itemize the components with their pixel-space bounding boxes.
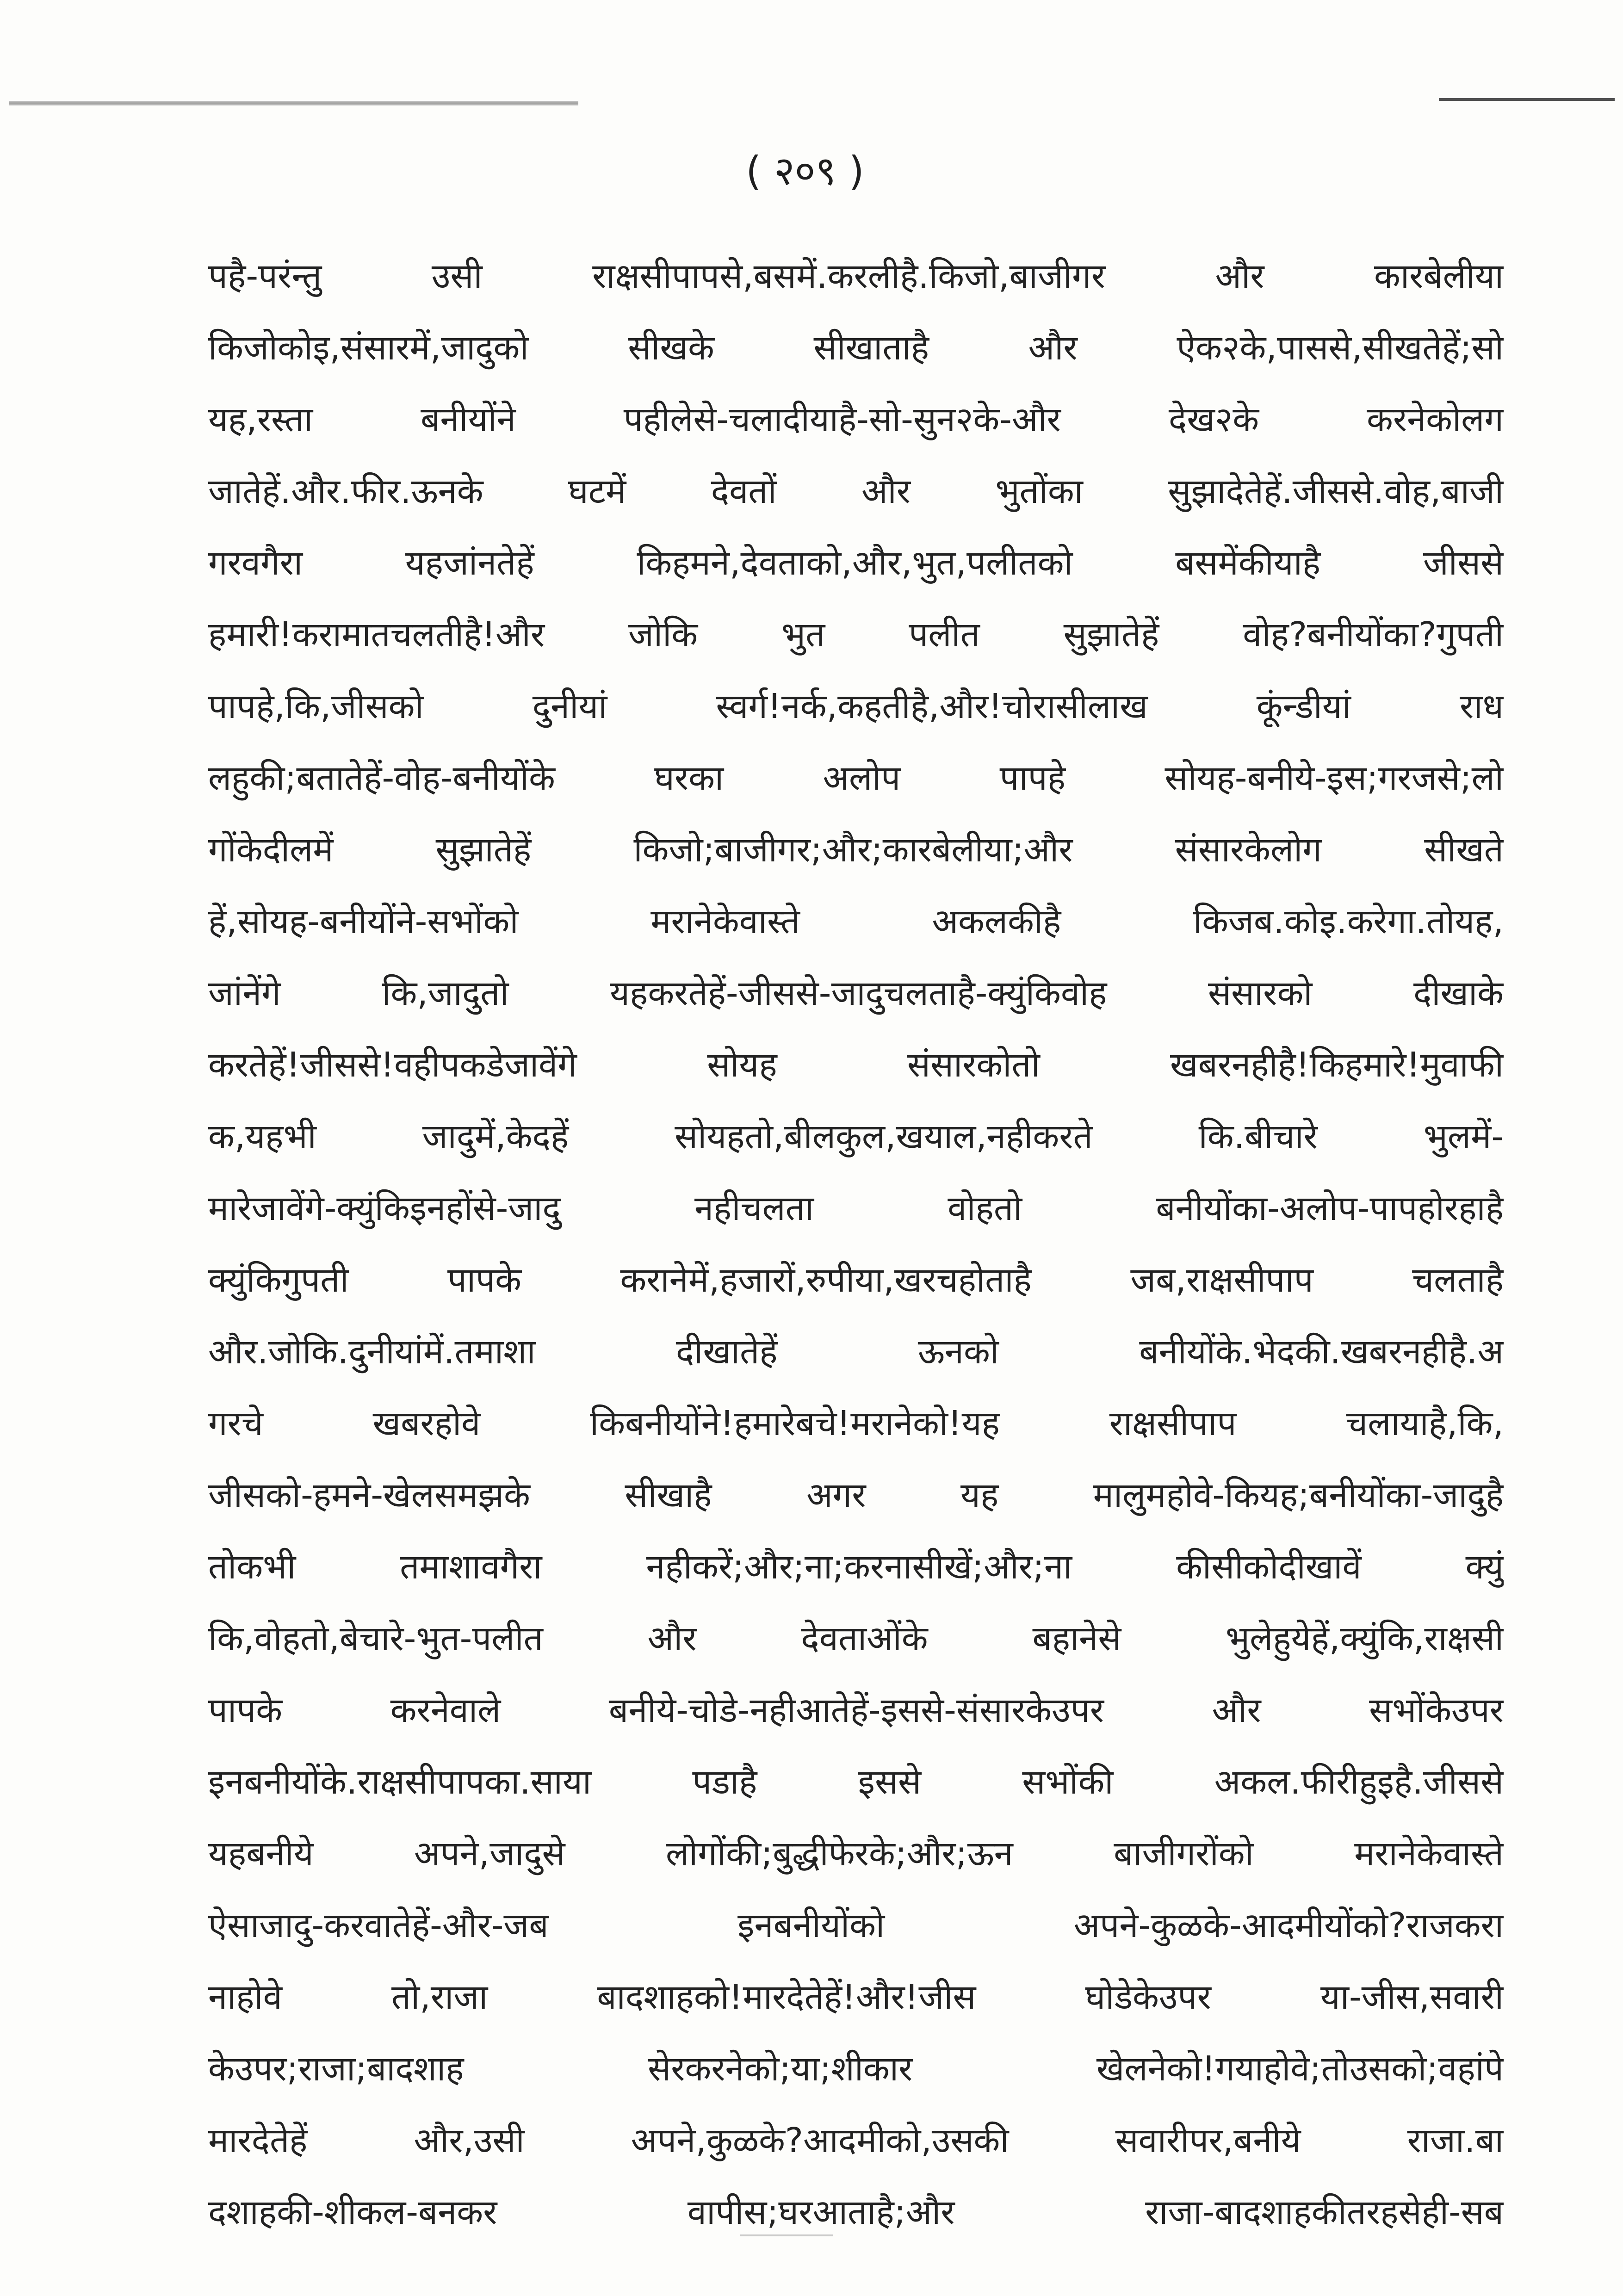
- text-line-18: जीसको-हमने-खेलसमझके सीखाहै अगर यह मालुमहोवे-कियह;बनीयोंका-जादुहै: [208, 1475, 1504, 1515]
- text-line-28: दशाहकी-शीकल-बनकर वापीस;घरआताहै;और राजा-बादशाहकीतरहसेही-सब: [208, 2192, 1504, 2232]
- text-line-5: गरवगैरा यहजांनतेहें किहमने,देवताको,और,भुत,पलीतको बसमेंकीयाहै जीससे: [208, 543, 1504, 583]
- body-text: [208, 241, 1504, 2248]
- text-line-12: करतेहें!जीससे!वहीपकडेजावेंगे सोयह संसारकोतो खबरनहीहै!किहमारे!मुवाफी: [208, 1045, 1504, 1085]
- text-line-10: हें,सोयह-बनीयोंने-सभोंको मरानेकेवास्ते अकलकीहै किजब.कोइ.करेगा.तोयह,: [208, 902, 1504, 941]
- text-line-1: पहै-परंन्तु उसी राक्षसीपापसे,बसमें.करलीहै.किजो,बाजीगर और कारबेलीया: [208, 256, 1504, 296]
- text-line-7: पापहे,कि,जीसको दुनीयां स्वर्ग!नर्क,कहतीहै,और!चोरासीलाख कूंन्डीयां राध: [208, 687, 1504, 726]
- text-line-16: और.जोकि.दुनीयांमें.तमाशा दीखातेहें ऊनको बनीयोंके.भेदकी.खबरनहीहै.अ: [208, 1332, 1504, 1372]
- page-number: ( २०९ ): [746, 148, 864, 194]
- text-line-3: यह,रस्ता बनीयोंने पहीलेसे-चलादीयाहै-सो-सुन२के-और देख२के करनेकोलग: [208, 400, 1504, 439]
- text-line-13: क,यहभी जादुमें,केदहें सोयहतो,बीलकुल,खयाल,नहीकरते कि.बीचारे भुलमें-: [208, 1117, 1504, 1157]
- text-line-22: इनबनीयोंके.राक्षसीपापका.साया पडाहै इससे सभोंकी अकल.फीरीहुइहै.जीससे: [208, 1762, 1504, 1802]
- text-line-19: तोकभी तमाशावगैरा नहीकरें;और;ना;करनासीखें;और;ना कीसीकोदीखावें क्युं: [208, 1547, 1504, 1587]
- text-line-27: मारदेतेहें और,उसी अपने,कुळके?आदमीको,उसकी सवारीपर,बनीये राजा.बा: [208, 2121, 1504, 2160]
- text-line-23: यहबनीये अपने,जादुसे लोगोंकी;बुद्धीफेरके;और;ऊन बाजीगरोंको मरानेकेवास्ते: [208, 1834, 1504, 1874]
- text-line-6: हमारी!करामातचलतीहै!और जोकि भुत पलीत सुझातेहें वोह?बनीयोंका?गुपती: [208, 615, 1504, 655]
- bottom-rule: [740, 2234, 833, 2236]
- top-rule-right: [1439, 98, 1615, 101]
- top-rule-left: [9, 101, 578, 105]
- text-line-21: पापके करनेवाले बनीये-चोडे-नहीआतेहें-इससे-संसारकेउपर और सभोंकेउपर: [208, 1690, 1504, 1730]
- text-line-15: क्युंकिगुपती पापके करानेमें,हजारों,रुपीया,खरचहोताहै जब,राक्षसीपाप चलताहै: [208, 1260, 1504, 1300]
- text-line-9: गोंकेदीलमें सुझातेहें किजो;बाजीगर;और;कारबेलीया;और संसारकेलोग सीखते: [208, 830, 1504, 870]
- text-line-24: ऐसाजादु-करवातेहें-और-जब इनबनीयोंको अपने-कुळके-आदमीयोंको?राजकरा: [208, 1906, 1504, 1945]
- text-line-8: लहुकी;बतातेहें-वोह-बनीयोंके घरका अलोप पापहे सोयह-बनीये-इस;गरजसे;लो: [208, 758, 1504, 798]
- text-line-26: केउपर;राजा;बादशाह सेरकरनेको;या;शीकार खेलनेको!गयाहोवे;तोउसको;वहांपे: [208, 2049, 1504, 2089]
- text-line-25: नाहोवे तो,राजा बादशाहको!मारदेतेहें!और!जीस घोडेकेउपर या-जीस,सवारी: [208, 1977, 1504, 2017]
- text-line-2: किजोकोइ,संसारमें,जादुको सीखके सीखाताहै और ऐक२के,पाससे,सीखतेहें;सो: [208, 328, 1504, 368]
- text-line-17: गरचे खबरहोवे किबनीयोंने!हमारेबचे!मरानेको!यह राक्षसीपाप चलायाहै,कि,: [208, 1404, 1504, 1443]
- text-line-20: कि,वोहतो,बेचारे-भुत-पलीत और देवताओंके बहानेसे भुलेहुयेहें,क्युंकि,राक्षसी: [208, 1619, 1504, 1659]
- text-line-4: जातेहें.और.फीर.ऊनके घटमें देवतों और भुतोंका सुझादेतेहें.जीससे.वोह,बाजी: [208, 471, 1504, 511]
- text-line-11: जांनेंगे कि,जादुतो यहकरतेहें-जीससे-जादुचलताहै-क्युंकिवोह संसारको दीखाके: [208, 973, 1504, 1013]
- text-line-14: मारेजावेंगे-क्युंकिइनहोंसे-जादु नहीचलता वोहतो बनीयोंका-अलोप-पापहोरहाहै: [208, 1188, 1504, 1228]
